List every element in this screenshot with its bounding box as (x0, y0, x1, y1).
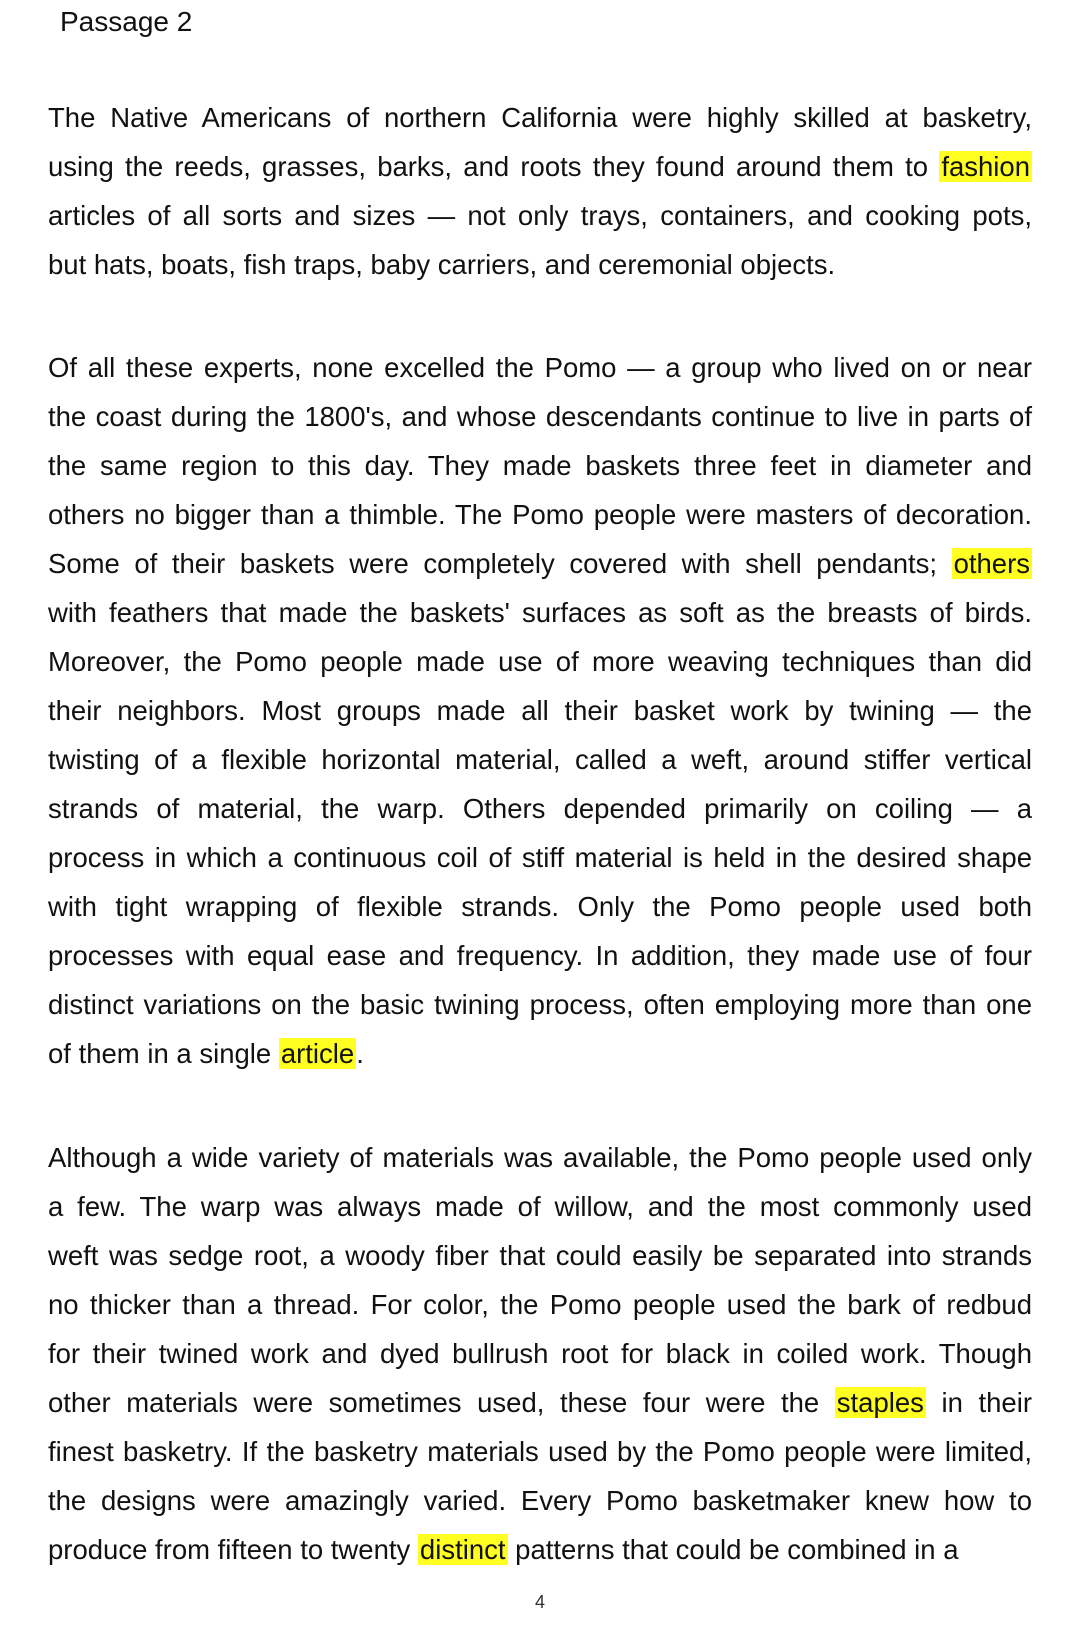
text-line (48, 735, 1032, 784)
text-segment: finest basketry. If the basketry materials used by the Pomo people were limited, (48, 1436, 1032, 1467)
paragraph-3 (48, 1133, 1032, 1574)
text-line (48, 1427, 1032, 1476)
highlighted-word: fashion (941, 151, 1030, 182)
page-number: 4 (534, 1592, 545, 1612)
text-segment: other materials were sometimes used, these four were the (48, 1387, 835, 1418)
text-segment: others no bigger than a thimble. The Pomo people were masters of decoration. (48, 499, 1032, 530)
text-segment: patterns that could be combined in a (507, 1534, 959, 1565)
highlighted-word: distinct (419, 1534, 506, 1565)
text-line (48, 1476, 1032, 1525)
text-segment: processes with equal ease and frequency. In addition, they made use of four (48, 940, 1032, 971)
text-line (48, 637, 1032, 686)
text-segment: using the reeds, grasses, barks, and roots they found around them to (48, 151, 940, 182)
text-segment: Some of their baskets were completely covered with shell pendants; (48, 548, 952, 579)
text-segment: Although a wide variety of materials was available, the Pomo people used only (48, 1142, 1032, 1173)
text-line (48, 240, 1032, 289)
text-line (48, 1182, 1032, 1231)
text-segment: twisting of a flexible horizontal material, called a weft, around stiffer vertical (48, 744, 1032, 775)
text-segment: the same region to this day. They made baskets three feet in diameter and (48, 450, 1032, 481)
text-line (48, 833, 1032, 882)
text-line (48, 1525, 1032, 1574)
text-line (48, 539, 1032, 588)
text-segment: of them in a single (48, 1038, 279, 1069)
text-line (48, 784, 1032, 833)
text-line (48, 1280, 1032, 1329)
paragraph-1 (48, 93, 1032, 289)
paragraph-2 (48, 343, 1032, 1078)
text-segment: distinct variations on the basic twining process, often employing more than one (48, 989, 1032, 1020)
text-line (48, 980, 1032, 1029)
text-line (48, 1133, 1032, 1182)
text-line (48, 441, 1032, 490)
text-segment: Of all these experts, none excelled the Pomo — a group who lived on or near (48, 352, 1032, 383)
highlighted-word: staples (836, 1387, 924, 1418)
text-line (48, 588, 1032, 637)
text-segment: process in which a continuous coil of stiff material is held in the desired shape (48, 842, 1032, 873)
highlighted-word: others (953, 548, 1030, 579)
text-line (48, 343, 1032, 392)
text-segment: no thicker than a thread. For color, the Pomo people used the bark of redbud (48, 1289, 1032, 1320)
text-segment: strands of material, the warp. Others depended primarily on coiling — a (48, 793, 1032, 824)
text-line (48, 1029, 1032, 1078)
text-segment: in their (925, 1387, 1032, 1418)
text-line (48, 142, 1032, 191)
text-segment: their neighbors. Most groups made all their basket work by twining — the (48, 695, 1032, 726)
text-segment: The Native Americans of northern California were highly skilled at basketry, (48, 102, 1032, 133)
text-line (48, 686, 1032, 735)
text-line (48, 392, 1032, 441)
passage-title: Passage 2 (60, 6, 193, 37)
text-segment: a few. The warp was always made of willow, and the most commonly used (48, 1191, 1032, 1222)
text-line (48, 1231, 1032, 1280)
text-line (48, 93, 1032, 142)
text-segment: . (356, 1038, 364, 1069)
text-segment: produce from fifteen to twenty (48, 1534, 418, 1565)
text-segment: weft was sedge root, a woody fiber that could easily be separated into strands (48, 1240, 1032, 1271)
text-segment: but hats, boats, fish traps, baby carriers, and ceremonial objects. (48, 249, 836, 280)
text-line (48, 1329, 1032, 1378)
text-segment: the designs were amazingly varied. Every Pomo basketmaker knew how to (48, 1485, 1032, 1516)
text-line (48, 490, 1032, 539)
text-segment: articles of all sorts and sizes — not only trays, containers, and cooking pots, (48, 200, 1032, 231)
text-line (48, 191, 1032, 240)
text-segment: with tight wrapping of flexible strands. Only the Pomo people used both (48, 891, 1032, 922)
text-line (48, 1378, 1032, 1427)
text-segment: Moreover, the Pomo people made use of more weaving techniques than did (48, 646, 1032, 677)
text-line (48, 882, 1032, 931)
text-segment: for their twined work and dyed bullrush root for black in coiled work. Though (48, 1338, 1032, 1369)
text-segment: with feathers that made the baskets' surfaces as soft as the breasts of birds. (48, 597, 1032, 628)
highlighted-word: article (280, 1038, 355, 1069)
text-segment: the coast during the 1800's, and whose descendants continue to live in parts of (48, 401, 1032, 432)
text-line (48, 931, 1032, 980)
